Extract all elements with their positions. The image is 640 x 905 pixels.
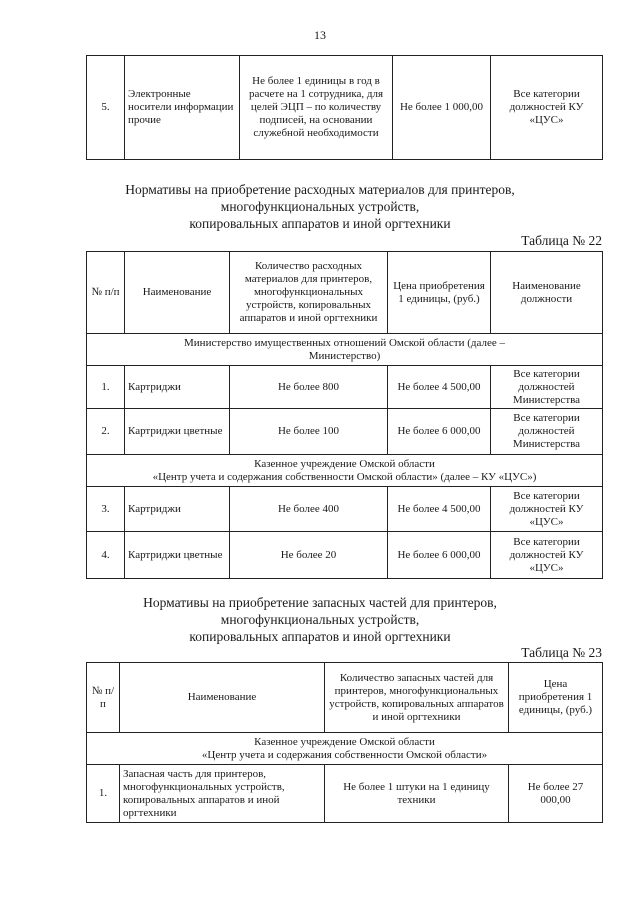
- item-name: Электронные носители информации прочие: [125, 56, 240, 160]
- section1-title: [0, 181, 640, 232]
- table-row: [87, 56, 603, 160]
- item-name: Картриджи цветные: [125, 532, 230, 579]
- header-num: № п/п: [87, 252, 125, 334]
- header-price: Цена приобретения 1 единицы, (руб.): [509, 663, 603, 733]
- item-name: Картриджи цветные: [125, 409, 230, 455]
- item-quantity: Не более 800: [230, 366, 388, 409]
- section2-title: [0, 594, 640, 645]
- header-price: Цена приобретения 1 единицы, (руб.): [388, 252, 491, 334]
- group-row-kucus: [87, 733, 603, 765]
- table-row: [87, 487, 603, 532]
- item-name: Картриджи: [125, 366, 230, 409]
- group-row-ministry: [87, 334, 603, 366]
- row-number: 1.: [87, 765, 120, 823]
- row-number: 2.: [87, 409, 125, 455]
- row-number: 3.: [87, 487, 125, 532]
- item-price: Не более 6 000,00: [388, 532, 491, 579]
- section2-title-line2: многофункциональных устройств,: [220, 612, 420, 627]
- table-row: [87, 409, 603, 455]
- table-header-row: [87, 663, 603, 733]
- item-position: Все категории должностей КУ «ЦУС»: [491, 56, 603, 160]
- item-quantity: Не более 100: [230, 409, 388, 455]
- header-position: Наименование должности: [491, 252, 603, 334]
- group-kucus-line1: Казенное учреждение Омской области: [254, 735, 435, 748]
- item-price: Не более 4 500,00: [388, 366, 491, 409]
- table-22: [86, 251, 603, 579]
- item-price: Не более 6 000,00: [388, 409, 491, 455]
- table22-label: Таблица № 22: [521, 233, 602, 248]
- item-quantity: Не более 20: [230, 532, 388, 579]
- item-quantity: Не более 400: [230, 487, 388, 532]
- row-number: 4.: [87, 532, 125, 579]
- item-name: Картриджи: [125, 487, 230, 532]
- section1-title-line2: многофункциональных устройств,: [220, 199, 420, 214]
- item-price: Не более 1 000,00: [393, 56, 491, 160]
- item-position: Все категории должностей Министерства: [491, 409, 603, 455]
- section2-title-line1: Нормативы на приобретение запасных частей для принтеров,: [143, 595, 497, 610]
- table-row: [87, 765, 603, 823]
- table-row: [87, 366, 603, 409]
- table23-label: Таблица № 23: [521, 645, 602, 660]
- header-qty: Количество расходных материалов для принтеров, многофункциональных устройств, копировальных аппаратов и иной оргтехники: [230, 252, 388, 334]
- row-number: 1.: [87, 366, 125, 409]
- group-kucus: [87, 733, 603, 765]
- item-quantity: Не более 1 единицы в год в расчете на 1 сотрудника, для целей ЭЦП – по количеству подписей, на основании служебной необходимости: [240, 56, 393, 160]
- group-kucus-line1: Казенное учреждение Омской области: [254, 457, 435, 470]
- item-price: Не более 4 500,00: [388, 487, 491, 532]
- item-price: Не более 27 000,00: [509, 765, 603, 823]
- table-header-row: [87, 252, 603, 334]
- item-position: Все категории должностей КУ «ЦУС»: [491, 532, 603, 579]
- header-qty: Количество запасных частей для принтеров, многофункциональных устройств, копировальных аппаратов и иной оргтехники: [325, 663, 509, 733]
- item-quantity: Не более 1 штуки на 1 единицу техники: [325, 765, 509, 823]
- item-position: Все категории должностей КУ «ЦУС»: [491, 487, 603, 532]
- section2-title-line3: копировальных аппаратов и иной оргтехники: [189, 629, 451, 644]
- header-name: Наименование: [120, 663, 325, 733]
- group-kucus-line2: «Центр учета и содержания собственности Омской области»: [201, 748, 488, 761]
- group-ministry: Министерство имущественных отношений Омской области (далее – Министерство): [87, 334, 603, 366]
- item-name: Запасная часть для принтеров, многофункциональных устройств, копировальных аппаратов и иной оргтехники: [120, 765, 325, 823]
- page-number: 13: [314, 28, 326, 42]
- group-row-kucus: [87, 455, 603, 487]
- section1-title-line1: Нормативы на приобретение расходных материалов для принтеров,: [125, 182, 515, 197]
- header-name: Наименование: [125, 252, 230, 334]
- table-23: [86, 662, 603, 823]
- header-num: № п/п: [87, 663, 120, 733]
- table-row: [87, 532, 603, 579]
- group-kucus: [87, 455, 603, 487]
- item-position: Все категории должностей Министерства: [491, 366, 603, 409]
- group-kucus-line2: «Центр учета и содержания собственности Омской области» (далее – КУ «ЦУС»): [152, 470, 537, 483]
- row-number: 5.: [87, 56, 125, 160]
- section1-title-line3: копировальных аппаратов и иной оргтехники: [189, 216, 451, 231]
- continuation-table: [86, 55, 603, 160]
